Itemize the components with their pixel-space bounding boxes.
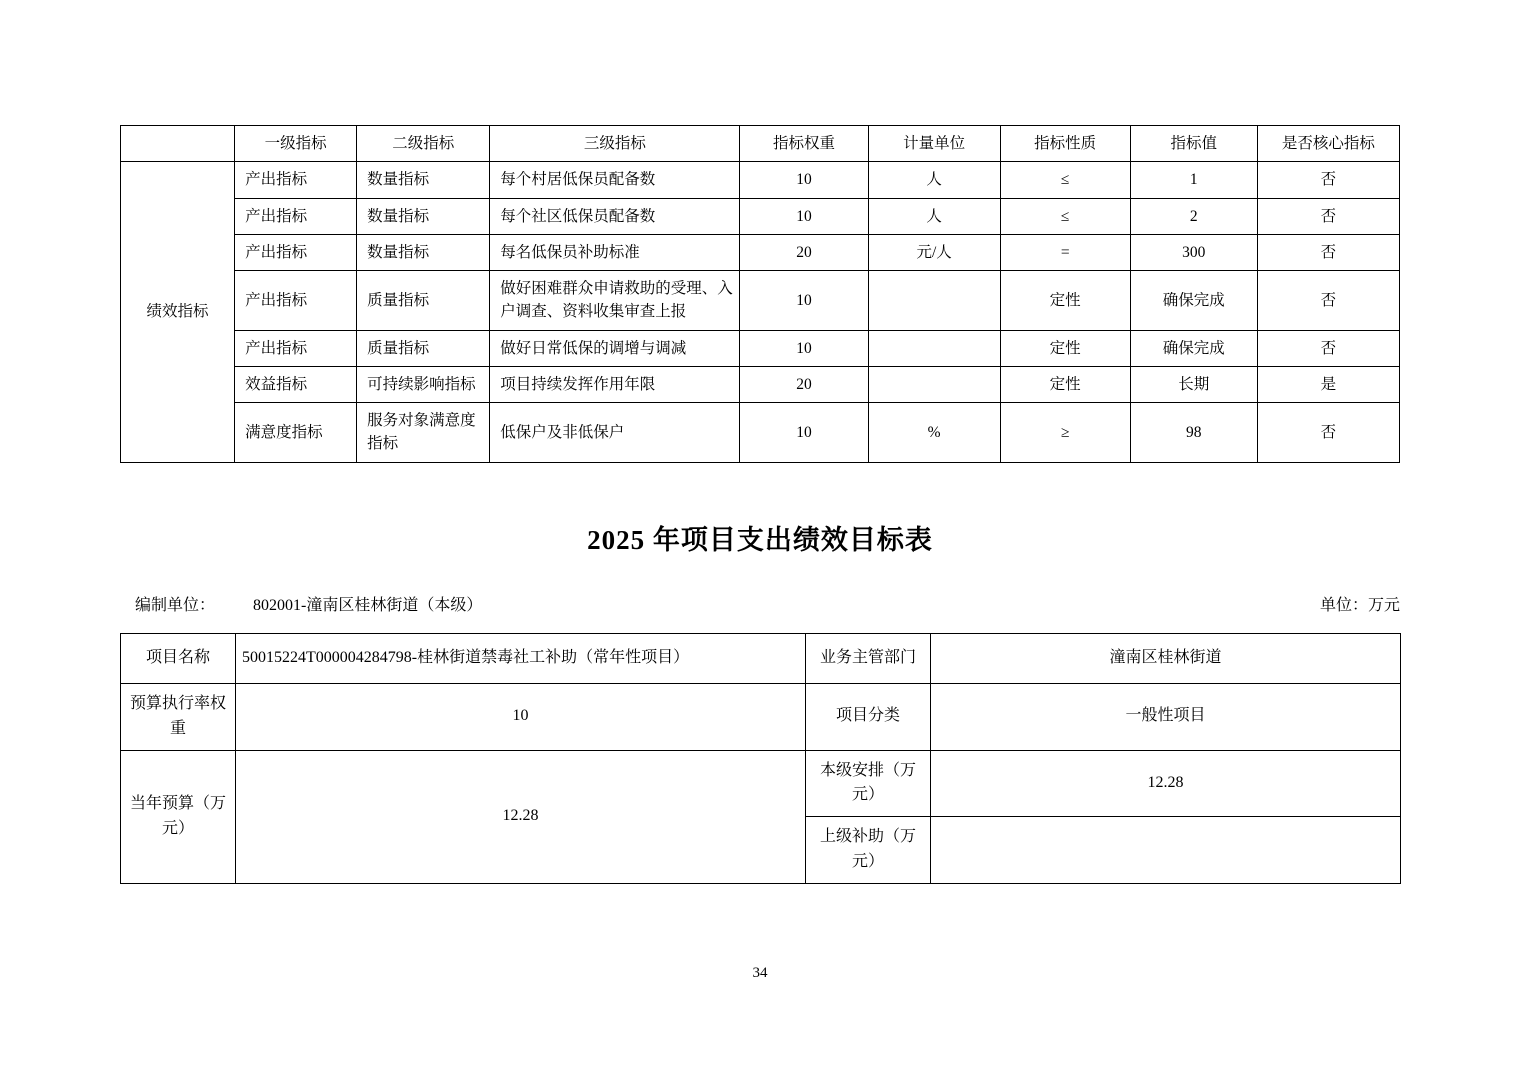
cell-core: 否 bbox=[1257, 271, 1399, 331]
cell-level2: 数量指标 bbox=[357, 198, 490, 234]
label-managing-department: 业务主管部门 bbox=[806, 634, 931, 684]
cell-nature: ≤ bbox=[1000, 198, 1130, 234]
cell-nature: = bbox=[1000, 234, 1130, 270]
cell-value: 2 bbox=[1130, 198, 1257, 234]
column-header-level2: 二级指标 bbox=[357, 126, 490, 162]
label-execution-rate-weight: 预算执行率权重 bbox=[121, 684, 236, 751]
cell-unit: % bbox=[868, 403, 1000, 463]
cell-value: 确保完成 bbox=[1130, 330, 1257, 366]
cell-core: 否 bbox=[1257, 330, 1399, 366]
cell-value: 长期 bbox=[1130, 366, 1257, 402]
cell-unit bbox=[868, 271, 1000, 331]
compiling-unit bbox=[135, 592, 482, 615]
cell-level3: 项目持续发挥作用年限 bbox=[490, 366, 740, 402]
label-project-category: 项目分类 bbox=[806, 684, 931, 751]
cell-core: 是 bbox=[1257, 366, 1399, 402]
header-corner-cell bbox=[121, 126, 235, 162]
meta-row bbox=[135, 592, 1400, 615]
cell-weight: 10 bbox=[740, 330, 868, 366]
column-header-core: 是否核心指标 bbox=[1257, 126, 1399, 162]
label-upper-subsidy: 上级补助（万元） bbox=[806, 817, 931, 884]
project-info-table-wrapper bbox=[120, 633, 1400, 884]
cell-level1: 满意度指标 bbox=[235, 403, 357, 463]
table-row bbox=[121, 162, 1400, 198]
cell-weight: 10 bbox=[740, 162, 868, 198]
cell-value: 1 bbox=[1130, 162, 1257, 198]
value-annual-budget: 12.28 bbox=[236, 750, 806, 883]
table-row bbox=[121, 684, 1401, 751]
table-row bbox=[121, 330, 1400, 366]
cell-weight: 20 bbox=[740, 234, 868, 270]
cell-level3: 做好日常低保的调增与调减 bbox=[490, 330, 740, 366]
value-project-category: 一般性项目 bbox=[931, 684, 1401, 751]
cell-weight: 10 bbox=[740, 403, 868, 463]
cell-level1: 产出指标 bbox=[235, 330, 357, 366]
cell-level2: 服务对象满意度指标 bbox=[357, 403, 490, 463]
label-local-arrangement: 本级安排（万元） bbox=[806, 750, 931, 817]
value-managing-department: 潼南区桂林街道 bbox=[931, 634, 1401, 684]
table-row bbox=[121, 366, 1400, 402]
cell-level2: 数量指标 bbox=[357, 234, 490, 270]
value-project-name: 50015224T000004284798-桂林街道禁毒社工补助（常年性项目） bbox=[236, 634, 806, 684]
value-local-arrangement: 12.28 bbox=[931, 750, 1401, 817]
cell-level1: 产出指标 bbox=[235, 162, 357, 198]
table-row bbox=[121, 271, 1400, 331]
cell-level1: 效益指标 bbox=[235, 366, 357, 402]
column-header-weight: 指标权重 bbox=[740, 126, 868, 162]
cell-nature: ≤ bbox=[1000, 162, 1130, 198]
cell-value: 300 bbox=[1130, 234, 1257, 270]
cell-unit bbox=[868, 330, 1000, 366]
cell-core: 否 bbox=[1257, 234, 1399, 270]
table-row bbox=[121, 234, 1400, 270]
cell-weight: 20 bbox=[740, 366, 868, 402]
value-execution-rate-weight: 10 bbox=[236, 684, 806, 751]
cell-level2: 质量指标 bbox=[357, 271, 490, 331]
cell-unit: 人 bbox=[868, 198, 1000, 234]
column-header-nature: 指标性质 bbox=[1000, 126, 1130, 162]
value-upper-subsidy bbox=[931, 817, 1401, 884]
row-group-label-performance: 绩效指标 bbox=[121, 162, 235, 462]
cell-level2: 质量指标 bbox=[357, 330, 490, 366]
table-header-row bbox=[121, 126, 1400, 162]
performance-indicator-table bbox=[120, 125, 1400, 463]
cell-level1: 产出指标 bbox=[235, 198, 357, 234]
cell-weight: 10 bbox=[740, 198, 868, 234]
cell-weight: 10 bbox=[740, 271, 868, 331]
cell-level1: 产出指标 bbox=[235, 271, 357, 331]
column-header-level3: 三级指标 bbox=[490, 126, 740, 162]
cell-unit: 元/人 bbox=[868, 234, 1000, 270]
column-header-unit: 计量单位 bbox=[868, 126, 1000, 162]
performance-indicator-table-wrapper bbox=[120, 125, 1400, 463]
table-row bbox=[121, 403, 1400, 463]
page-number: 34 bbox=[752, 965, 768, 981]
label-annual-budget: 当年预算（万元） bbox=[121, 750, 236, 883]
cell-unit bbox=[868, 366, 1000, 402]
compiling-unit-value: 802001-潼南区桂林街道（本级） bbox=[253, 597, 483, 614]
cell-nature: ≥ bbox=[1000, 403, 1130, 463]
cell-value: 98 bbox=[1130, 403, 1257, 463]
cell-core: 否 bbox=[1257, 198, 1399, 234]
cell-level3: 每个社区低保员配备数 bbox=[490, 198, 740, 234]
label-project-name: 项目名称 bbox=[121, 634, 236, 684]
cell-nature: 定性 bbox=[1000, 271, 1130, 331]
cell-level2: 可持续影响指标 bbox=[357, 366, 490, 402]
table-row bbox=[121, 750, 1401, 817]
compiling-unit-label: 编制单位： bbox=[135, 597, 216, 614]
cell-level1: 产出指标 bbox=[235, 234, 357, 270]
cell-level3: 做好困难群众申请救助的受理、入户调查、资料收集审查上报 bbox=[490, 271, 740, 331]
table-row bbox=[121, 634, 1401, 684]
cell-level3: 每个村居低保员配备数 bbox=[490, 162, 740, 198]
cell-core: 否 bbox=[1257, 403, 1399, 463]
column-header-level1: 一级指标 bbox=[235, 126, 357, 162]
cell-nature: 定性 bbox=[1000, 366, 1130, 402]
cell-level3: 低保户及非低保户 bbox=[490, 403, 740, 463]
cell-unit: 人 bbox=[868, 162, 1000, 198]
cell-level2: 数量指标 bbox=[357, 162, 490, 198]
amount-unit-label: 单位：万元 bbox=[1319, 597, 1400, 614]
cell-nature: 定性 bbox=[1000, 330, 1130, 366]
column-header-value: 指标值 bbox=[1130, 126, 1257, 162]
cell-level3: 每名低保员补助标准 bbox=[490, 234, 740, 270]
page-title: 2025 年项目支出绩效目标表 bbox=[587, 525, 933, 555]
cell-value: 确保完成 bbox=[1130, 271, 1257, 331]
project-info-table bbox=[120, 633, 1401, 884]
cell-core: 否 bbox=[1257, 162, 1399, 198]
table-row bbox=[121, 198, 1400, 234]
